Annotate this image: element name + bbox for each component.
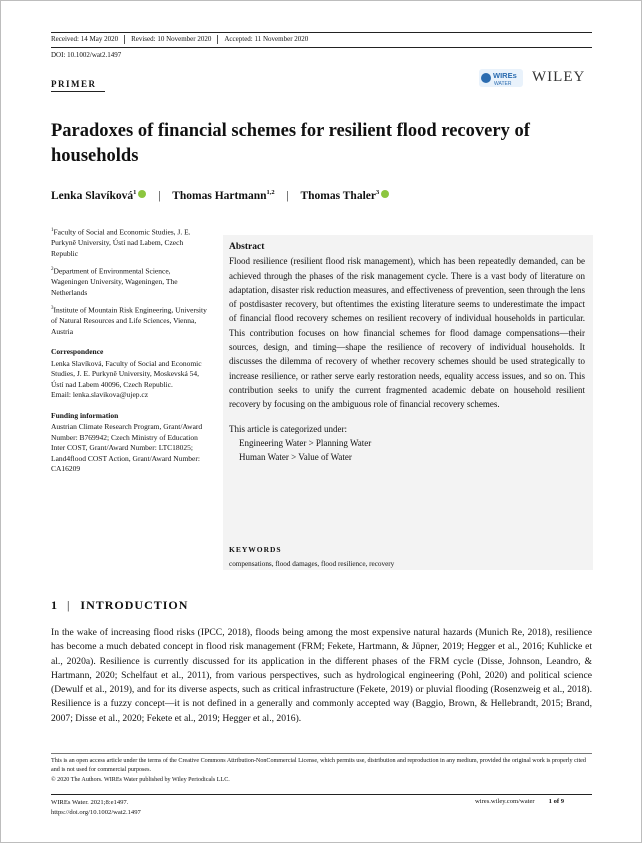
author-affiliation: 3 [375,189,380,196]
accepted-date: Accepted: 11 November 2020 [224,35,309,43]
license-notice [51,757,592,785]
correspondence-text: Lenka Slavíková, Faculty of Social and Economic Studies, J. E. Purkyně University, Moskevská 54, Ústí nad Labem 40096, Czech Republic. [51,358,202,389]
affiliation: $^3$Institute of Mountain Risk Engineering, University of Natural Resources and Life Sciences, Vienna, Austria [51,305,207,336]
top-rule [51,32,592,33]
orcid-icon[interactable] [138,190,146,198]
introduction-paragraph: In the wake of increasing flood risks (IPCC, 2018), floods being among the most expensive natural hazards (Munich Re, 2018), resilience has become a much debated concept in flood risk management (FRM; Fekete, Hartmann, & Jüpner, 2019; Hegger et al., 2016; Kuhlicke et al., 2020a). Resilience is currently discussed for its application in the different phases of the FRM cycle (Disse, Johnson, Leandro, & Hartmann, 2020; Schelfaut et al., 2011), from various perspectives, such as hydrological engineering (Pohl, 2020) and political science (Dewulf et al., 2019), and for its diverse aspects, such as critical infrastructure (Fekete, 2019) or pluvial flooding (Rosenzweig et al., 2018). Resilience is a fuzzy concept—it is not defined in a generally and commonly accepted way (Baggio, Brown, & Hellebrandt, 2015; Brand, 2007; Disse et al., 2020; Fekete et al., 2019; Hegger et al., 2016). [51,627,592,724]
wires-logo-line1: WIREs [493,71,517,80]
revised-date: Revised: 10 November 2020 [125,35,218,44]
footer-right-block [475,798,564,805]
funding-text: Austrian Climate Research Program, Grant/Award Number: B769942; Czech Ministry of Education Inter COST, Grant/Award Number: LTC18025; Land4flood COST Action, Grant/Award Number: CA16209 [51,422,203,473]
affiliation: $^1$Faculty of Social and Economic Studies, J. E. Purkyně University, Ústí nad Labem, Czech Republic [51,227,191,258]
copyright-text: © 2020 The Authors. WIREs Water published by Wiley Periodicals LLC. [51,776,230,783]
author-name[interactable]: Thomas Thaler [300,189,376,202]
footer-rule [51,794,592,795]
license-rule [51,753,592,754]
section-number: 1 [51,598,57,612]
keywords-heading: KEYWORDS [229,545,282,554]
dates-rule [51,47,592,48]
front-matter-sidebar [51,226,209,481]
journal-site-link[interactable]: wires.wiley.com/water [475,798,535,805]
category-item: Human Water > Value of Water [239,452,352,463]
correspondence-heading: Correspondence [51,347,104,356]
abstract-text: Flood resilience (resilient flood risk management), which has been repeatedly demanded, can be achieved through the phases of the risk management cycle. There is a vast body of literature on adaptation, disaster risk reduction measures, and effectiveness of prevention, seen through the lens of postdisaster recovery, but oftentimes the existing literature seems to underestimate the impact of financial flood recovery schemes on resilient recovery of individual households in particular. This contribution focuses on how financial schemes for flood damage compensations—their sources, design, and timing—shape the resilience of recovery of individual households. It discusses the dilemma of recovery of whether recovery schemes should be used strategically to increase resilience, or rather serve early restoration needs, equality access issues, and so on. This contribution seeks to unify the current fragmented academic debate on household resilient recovery by focusing on the ambiguous role of financial recovery schemes. [229,256,585,410]
page-number: 1 of 9 [548,798,565,805]
author-affiliation: 1,2 [266,189,275,196]
section-title: INTRODUCTION [80,598,189,612]
footer-citation-block [51,798,141,818]
publisher-logo: WILEY [532,69,586,85]
wires-water-logo [479,68,523,88]
author-separator: | [158,189,161,202]
wires-logo-line2: WATER [494,81,512,87]
abstract-box [223,235,593,570]
doi: DOI: 10.1002/wat2.1497 [51,51,122,59]
author-name[interactable]: Thomas Hartmann [172,189,267,202]
article-type: PRIMER [51,79,97,89]
categorized-heading: This article is categorized under: [229,423,347,434]
category-item: Engineering Water > Planning Water [239,437,372,448]
abstract-heading: Abstract [229,242,265,252]
author-affiliation: 1 [133,189,137,196]
primer-underline [51,91,105,92]
received-date: Received: 14 May 2020 [51,35,125,44]
correspondence-email[interactable]: Email: lenka.slavikova@ujep.cz [51,390,149,399]
journal-citation: WIREs Water. 2021;8:e1497. [51,799,129,806]
author-separator: | [286,189,289,202]
license-text: This is an open access article under the terms of the Creative Commons Attribution-NonCommercial License, which permits use, distribution and reproduction in any medium, provided the original work is properly cited and is not used for commercial purposes. [51,758,586,774]
affiliation: $^2$Department of Environmental Science, Wageningen University, Wageningen, The Netherlands [51,266,178,297]
doi-link[interactable]: https://doi.org/10.1002/wat2.1497 [51,809,141,816]
author-list [51,189,389,202]
article-title: Paradoxes of financial schemes for resilient flood recovery of households [51,121,530,166]
funding-heading: Funding information [51,410,119,420]
orcid-icon[interactable] [381,190,389,198]
article-dates [51,35,314,44]
section-heading [51,598,188,613]
section-separator: | [67,598,71,612]
author-name[interactable]: Lenka Slavíková [51,189,134,202]
keywords: compensations, flood damages, flood resilience, recovery [229,560,395,568]
